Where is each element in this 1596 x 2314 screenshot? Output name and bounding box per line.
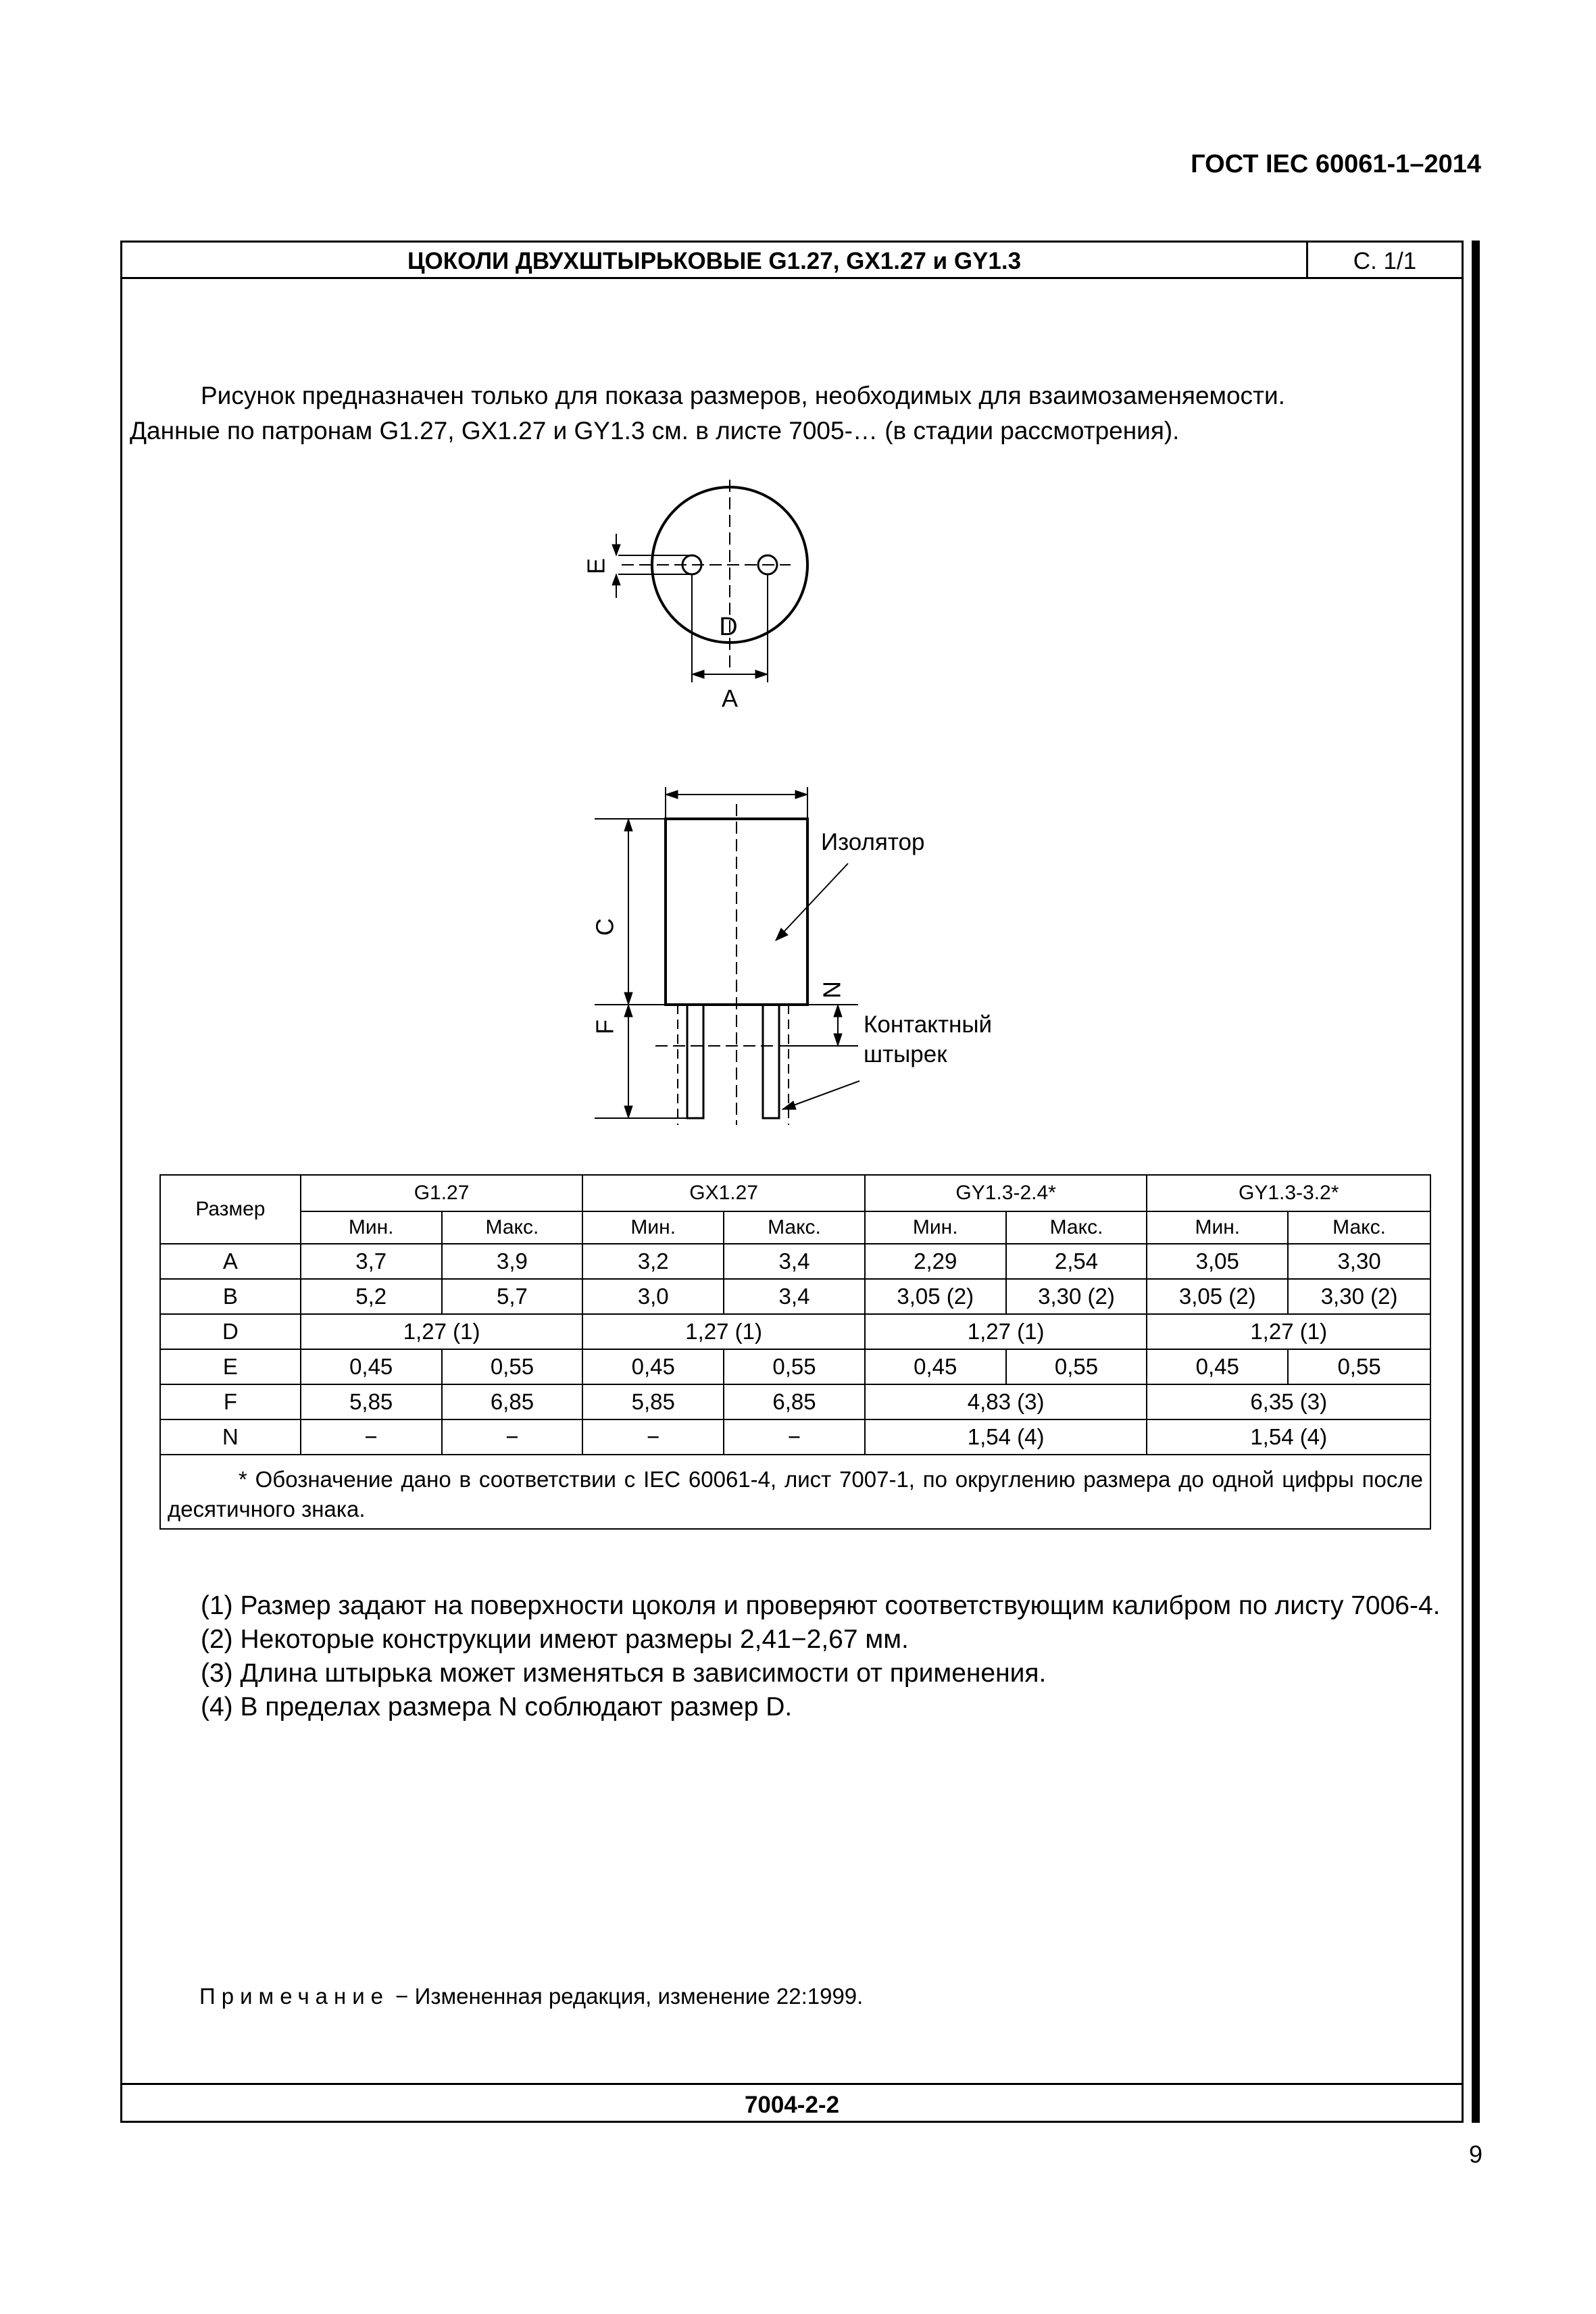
cell: 4,83 (3) [865,1384,1147,1419]
min-header: Мин. [865,1211,1006,1244]
note-2: (2) Некоторые конструкции имеют размеры 2,41−2,67 мм. [201,1625,909,1654]
cell: 1,27 (1) [865,1314,1147,1349]
cell: 3,4 [724,1244,865,1279]
group-header: GY1.3-2.4* [865,1175,1147,1211]
cell: − [724,1419,865,1455]
size-header: Размер [160,1175,301,1244]
label-f: F [591,1020,619,1034]
footer-row [122,2083,1462,2121]
table-row [160,1279,1430,1314]
label-pin-line2: штырек [864,1041,947,1067]
cell: 0,45 [582,1349,724,1384]
table-row [160,1314,1430,1349]
table-row [160,1349,1430,1384]
cell: 5,85 [301,1384,442,1419]
cell: 3,05 (2) [1147,1279,1288,1314]
arrow-a-left [692,670,704,678]
note-4: (4) В пределах размера N соблюдают размер D. [201,1692,793,1721]
cell: 3,30 (2) [1006,1279,1147,1314]
standard-number: ГОСТ IEC 60061-1–2014 [1191,150,1481,178]
cell: − [582,1419,724,1455]
row-name: E [160,1349,301,1384]
table-row [160,1244,1430,1279]
cell: 6,85 [724,1384,865,1419]
remark-text: − Измененная редакция, изменение 22:1999. [389,1984,864,2009]
row-name: A [160,1244,301,1279]
group-header: GX1.27 [582,1175,865,1211]
arrow-e-top [612,545,620,555]
label-n: N [818,981,846,999]
cell: 2,54 [1006,1244,1147,1279]
cell: 1,27 (1) [301,1314,583,1349]
label-e: E [582,557,610,575]
min-header: Мин. [301,1211,442,1244]
pin-left [687,1005,703,1118]
min-header: Мин. [1147,1211,1288,1244]
row-name: N [160,1419,301,1455]
table-row [160,1384,1430,1419]
max-header: Макс. [1006,1211,1147,1244]
cell: 0,45 [865,1349,1006,1384]
sheet-page: С. 1/1 [1353,248,1417,274]
arrow-c-bottom [624,992,632,1005]
cell: 1,54 (4) [865,1419,1147,1455]
table-row [160,1419,1430,1455]
sheet-code: 7004-2-2 [744,2092,840,2118]
cell: − [442,1419,583,1455]
cell: 3,2 [582,1244,724,1279]
max-header: Макс. [1288,1211,1430,1244]
cell: 6,35 (3) [1147,1384,1430,1419]
label-d: D [719,613,738,641]
cell: 1,54 (4) [1147,1419,1430,1455]
cell: 3,0 [582,1279,724,1314]
cell: 3,30 [1288,1244,1430,1279]
remark-label: Примечание [199,1984,390,2009]
cell: 0,55 [1288,1349,1430,1384]
arrow-b-right [795,790,807,799]
cell: 1,27 (1) [1147,1314,1430,1349]
group-header: GY1.3-3.2* [1147,1175,1430,1211]
intro-line-2: Данные по патронам G1.27, GX1.27 и GY1.3 см. в листе 7005-… (в стадии рассмотрения). [130,417,1180,445]
row-name: F [160,1384,301,1419]
page-number: 9 [1468,2140,1482,2168]
row-name: D [160,1314,301,1349]
label-pin-line1: Контактный [864,1011,993,1038]
table-footnote-row [160,1455,1430,1529]
cell: 3,05 (2) [865,1279,1006,1314]
table-header-row [160,1175,1430,1211]
table-subheader-row [160,1211,1430,1244]
cell: − [301,1419,442,1455]
cell: 0,45 [1147,1349,1288,1384]
cell: 1,27 (1) [582,1314,865,1349]
min-header: Мин. [582,1211,724,1244]
table-footnote [160,1455,1430,1529]
cell: 3,05 [1147,1244,1288,1279]
top-view [612,480,807,682]
note-1: (1) Размер задают на поверхности цоколя и проверяют соответствующим калибром по листу 7006-4. [201,1591,1441,1620]
cell: 3,30 (2) [1288,1279,1430,1314]
cell: 5,2 [301,1279,442,1314]
arrow-n-top [834,1005,842,1017]
side-view [595,787,859,1125]
arrow-n-bottom [834,1034,842,1046]
dimensions-table [159,1174,1431,1530]
max-header: Макс. [442,1211,583,1244]
cell: 6,85 [442,1384,583,1419]
notes-block [130,1589,1456,1724]
cell: 3,9 [442,1244,583,1279]
row-name: B [160,1279,301,1314]
sheet-title: ЦОКОЛИ ДВУХШТЫРЬКОВЫЕ G1.27, GX1.27 и GY1.3 [407,248,1022,274]
leader-insulator [776,863,848,940]
group-header: G1.27 [301,1175,583,1211]
arrow-b-left [666,790,678,799]
cell: 3,4 [724,1279,865,1314]
cell: 0,55 [1006,1349,1147,1384]
table-footnote-text: * Обозначение дано в соответствии с IEC 60061-4, лист 7007-1, по округлению размера до одной цифры после десятичного знака. [168,1467,1423,1521]
arrow-c-top [624,819,632,831]
cell: 5,85 [582,1384,724,1419]
remark [199,1984,863,2009]
label-insulator: Изолятор [821,829,925,855]
max-header: Макс. [724,1211,865,1244]
intro-line-1: Рисунок предназначен только для показа размеров, необходимых для взаимозаменяемости. [201,382,1285,409]
cell: 2,29 [865,1244,1006,1279]
arrow-a-right [755,670,768,678]
cell: 3,7 [301,1244,442,1279]
label-a: A [721,684,739,712]
note-3: (3) Длина штырька может изменяться в зависимости от применения. [201,1659,1047,1688]
arrow-f-top [624,1005,632,1017]
arrow-f-bottom [624,1106,632,1118]
cell: 0,55 [724,1349,865,1384]
cell: 5,7 [442,1279,583,1314]
arrow-e-bottom [612,574,620,585]
cell: 0,55 [442,1349,583,1384]
cell: 0,45 [301,1349,442,1384]
label-c: C [591,918,619,936]
pin-right [763,1005,779,1118]
